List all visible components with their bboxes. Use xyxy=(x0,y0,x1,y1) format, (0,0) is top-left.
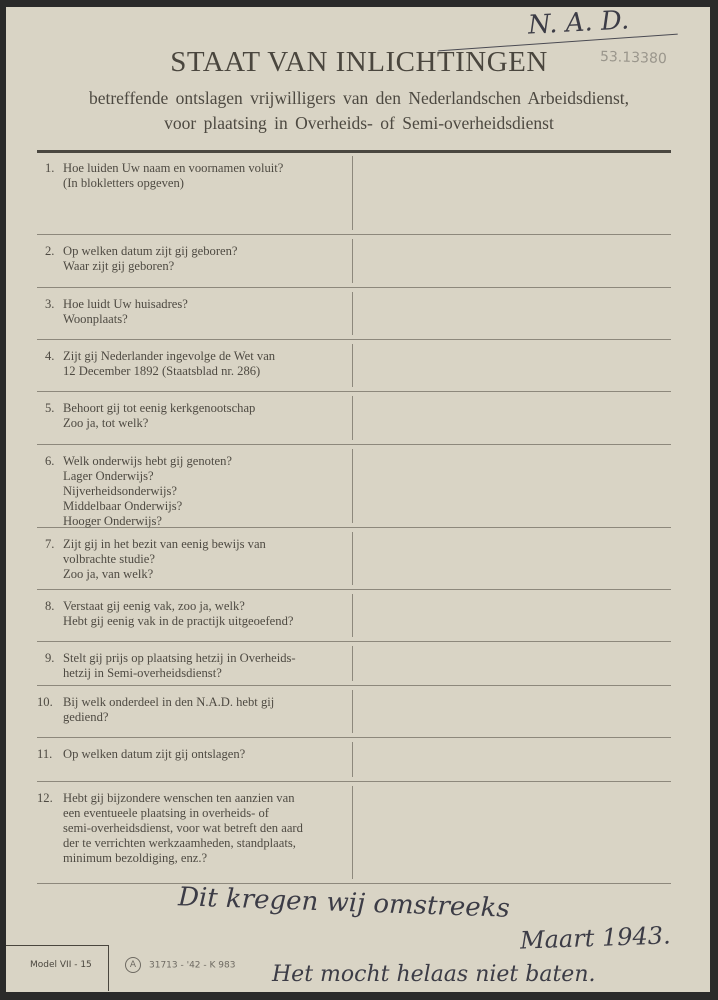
question-text xyxy=(45,297,335,327)
question-subline: volbrachte studie? xyxy=(63,552,155,566)
question-number: 2. xyxy=(45,244,55,258)
question-text xyxy=(45,537,335,582)
question-text xyxy=(37,747,327,762)
question-line: Welk onderwijs hebt gij genoten? xyxy=(63,454,232,468)
question-text xyxy=(37,791,327,866)
question-subline: Nijverheidsonderwijs? xyxy=(63,484,178,498)
handwritten-note-line1: Dit kregen wij omstreeks xyxy=(177,882,511,924)
question-row xyxy=(37,738,671,782)
question-number: 4. xyxy=(45,349,55,363)
handwritten-note-line2: Het mocht helaas niet baten. xyxy=(272,962,596,987)
column-divider xyxy=(352,690,353,733)
question-subline: Hebt gij eenig vak in de practijk uitgeoefend? xyxy=(63,614,294,628)
question-text xyxy=(45,454,335,529)
column-divider xyxy=(352,594,353,637)
question-line: Hoe luiden Uw naam en voornamen voluit? xyxy=(63,161,284,175)
question-number: 9. xyxy=(45,651,55,665)
question-line: Bij welk onderdeel in den N.A.D. hebt gij xyxy=(63,695,275,709)
answer-field[interactable] xyxy=(355,235,671,287)
question-number: 8. xyxy=(45,599,55,613)
question-row xyxy=(37,686,671,738)
question-number: 3. xyxy=(45,297,55,311)
answer-field[interactable] xyxy=(355,288,671,339)
question-row xyxy=(37,340,671,392)
question-line: Behoort gij tot eenig kerkgenootschap xyxy=(63,401,256,415)
question-subline: 12 December 1892 (Staatsblad nr. 286) xyxy=(63,364,261,378)
question-text xyxy=(45,651,335,681)
question-line: Hoe luidt Uw huisadres? xyxy=(63,297,188,311)
answer-field[interactable] xyxy=(355,528,671,589)
question-row xyxy=(37,445,671,528)
printer-mark xyxy=(125,957,235,973)
question-number: 6. xyxy=(45,454,55,468)
question-row xyxy=(37,288,671,340)
answer-field[interactable] xyxy=(355,152,671,234)
question-number: 7. xyxy=(45,537,55,551)
answer-field[interactable] xyxy=(355,738,671,781)
handwritten-nad: N. A. D. xyxy=(527,5,630,41)
question-row xyxy=(37,235,671,288)
question-subline: Woonplaats? xyxy=(63,312,128,326)
column-divider xyxy=(352,786,353,879)
question-number: 10. xyxy=(37,695,53,709)
question-text xyxy=(45,349,335,379)
question-line: Stelt gij prijs op plaatsing hetzij in Overheids- xyxy=(63,651,296,665)
answer-field[interactable] xyxy=(355,642,671,685)
form-subtitle-line1: betreffende ontslagen vrijwilligers van den Nederlandschen Arbeidsdienst, xyxy=(88,88,630,108)
printer-code: 31713 - '42 - K 983 xyxy=(149,960,236,971)
column-divider xyxy=(352,239,353,283)
column-divider xyxy=(352,532,353,585)
question-line: Zijt gij in het bezit van eenig bewijs van xyxy=(63,537,266,551)
question-line: Hebt gij bijzondere wenschen ten aanzien van xyxy=(63,791,295,805)
question-text xyxy=(45,161,335,191)
question-number: 1. xyxy=(45,161,55,175)
answer-field[interactable] xyxy=(355,590,671,641)
handwritten-date: Maart 1943. xyxy=(519,921,672,955)
column-divider xyxy=(352,156,353,230)
question-row xyxy=(37,528,671,590)
archive-number: 53.13380 xyxy=(599,48,668,68)
answer-field[interactable] xyxy=(355,340,671,391)
question-line: Verstaat gij eenig vak, zoo ja, welk? xyxy=(63,599,245,613)
question-subline: een eventueele plaatsing in overheids- of xyxy=(63,806,269,820)
question-subline: minimum bezoldiging, enz.? xyxy=(63,851,208,865)
column-divider xyxy=(352,646,353,681)
question-row xyxy=(37,152,671,235)
column-divider xyxy=(352,344,353,387)
question-subline: hetzij in Semi-overheidsdienst? xyxy=(63,666,222,680)
question-line: Zijt gij Nederlander ingevolge de Wet van xyxy=(63,349,276,363)
form-title: STAAT VAN INLICHTINGEN xyxy=(170,46,548,78)
question-number: 5. xyxy=(45,401,55,415)
question-subline: Zoo ja, tot welk? xyxy=(63,416,149,430)
question-subline: Lager Onderwijs? xyxy=(63,469,154,483)
answer-field[interactable] xyxy=(355,686,671,737)
question-line: Op welken datum zijt gij ontslagen? xyxy=(63,747,246,761)
question-number: 11. xyxy=(37,747,53,761)
question-subline: gediend? xyxy=(63,710,109,724)
question-subline: semi-overheidsdienst, voor wat betreft den aard xyxy=(63,821,303,835)
answer-field[interactable] xyxy=(355,782,671,883)
answer-field[interactable] xyxy=(355,445,671,527)
model-box xyxy=(6,945,109,991)
question-row xyxy=(37,642,671,686)
question-text xyxy=(37,695,327,725)
model-number: Model VII - 15 xyxy=(30,960,92,970)
question-subline: Waar zijt gij geboren? xyxy=(63,259,175,273)
column-divider xyxy=(352,292,353,335)
question-text xyxy=(45,401,335,431)
question-subline: Zoo ja, van welk? xyxy=(63,567,154,581)
column-divider xyxy=(352,449,353,523)
column-divider xyxy=(352,742,353,777)
printer-logo-icon: A xyxy=(125,957,141,973)
question-text xyxy=(45,599,335,629)
answer-field[interactable] xyxy=(355,392,671,444)
question-subline: der te verrichten werkzaamheden, standplaats, xyxy=(63,836,296,850)
column-divider xyxy=(352,396,353,440)
question-row xyxy=(37,590,671,642)
question-row xyxy=(37,782,671,884)
question-subline: (In blokletters opgeven) xyxy=(63,176,184,190)
form-subtitle-line2: voor plaatsing in Overheids- of Semi-overheidsdienst xyxy=(164,113,554,133)
question-row xyxy=(37,392,671,445)
question-text xyxy=(45,244,335,274)
question-subline: Hooger Onderwijs? xyxy=(63,514,162,528)
question-line: Op welken datum zijt gij geboren? xyxy=(63,244,238,258)
question-number: 12. xyxy=(37,791,53,805)
question-subline: Middelbaar Onderwijs? xyxy=(63,499,183,513)
